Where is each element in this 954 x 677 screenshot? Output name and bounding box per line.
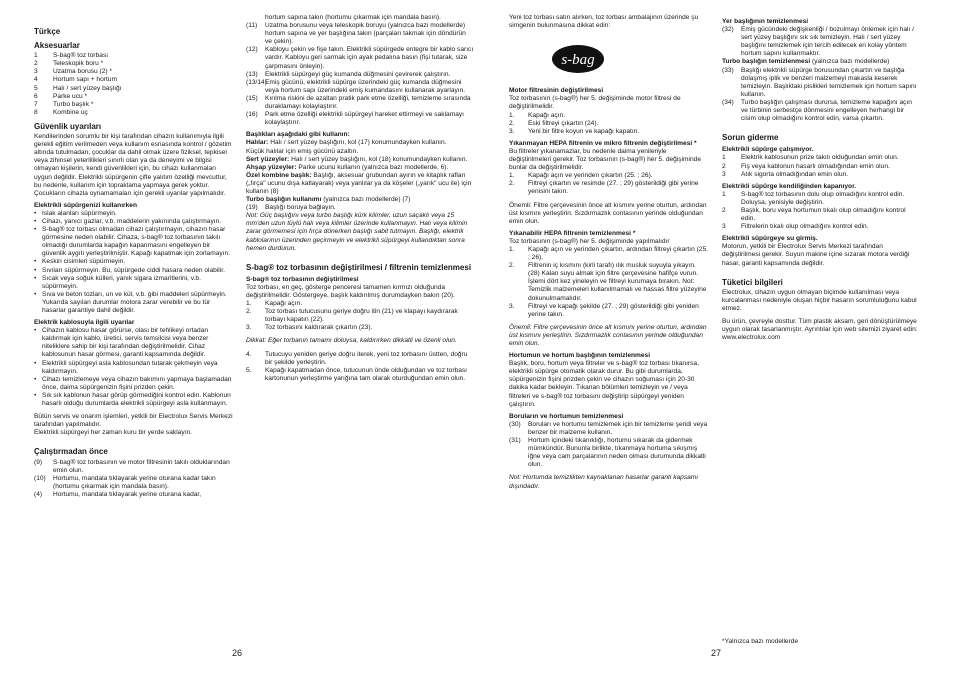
item-text: Filtreyi çıkartın ve resimde (27. ; 29) gösterildiği gibi yerine yenisini takın. — [528, 180, 699, 196]
bullet-icon: • — [34, 290, 37, 298]
note-paragraph: Not: Güç başlığını veya turbo başlığı kürk kilimler, uzun saçaklı veya 15 mm'den uzun tüylü halı veya kilimler üzerinde kullanmayın. Halı veya kilimin zarar görmemesi için fırça dönerken başlığı sabit tutmayın. Başlığı, elektrik kablolarının üzerinden geçirmeyin ve elektrikli süpürgeyi kullandıktan sonra hemen durdurun. — [246, 212, 468, 252]
item-text: Kapağı açın. — [265, 300, 303, 308]
column-3 — [509, 14, 709, 491]
bullet-icon: • — [34, 375, 37, 383]
bullet-item — [34, 376, 234, 392]
spacer — [722, 123, 918, 128]
numbered-item — [34, 76, 234, 84]
item-text: hortum sapına takın (hortumu çıkarmak için mandala basın). — [265, 14, 441, 21]
item-number: (15) — [246, 94, 258, 102]
item-text: Kombine uç — [53, 108, 88, 116]
item-text: Halı / sert yüzey başlığı — [53, 84, 122, 92]
item-text: Kabloyu çekin ve fişe takın. Elektrikli süpürgede entegre bir kablo sarıcı vardır. Kabloyu geri sarmak için ayak pedalına basın (fişi tutarak, size çarpmasını önleyin). — [265, 46, 474, 70]
column-1 — [34, 14, 234, 499]
item-text: Turbo başlık * — [53, 100, 94, 108]
item-text: S-bag® toz torbasının ve motor filtresinin takılı olduklarından emin olun. — [53, 458, 230, 474]
item-number: 3 — [722, 170, 726, 178]
item-text: Cihazı, yanıcı gazlar, v.b. maddelerin yakınında çalıştırmayın. — [42, 217, 222, 225]
page-number-left: 26 — [232, 648, 243, 658]
numbered-item — [34, 109, 234, 117]
item-text: Hortum içindeki tıkanıklığı, hortumu sıkarak da gidermek mümkündür. Bununla birlikte, tıkanmaya hortuma sıkışmış iğne veya cam parçalarının neden olması durumunda dikkatli olun. — [528, 437, 706, 469]
bullet-icon: • — [34, 226, 37, 234]
numbered-item — [722, 99, 918, 123]
item-number: (10) — [34, 474, 46, 482]
note-paragraph: Not: Hortumda temizlikten kaynaklanan hasarlar garanti kapsamı dışındadır. — [509, 474, 699, 490]
numbered-item — [246, 79, 474, 95]
item-number: (30) — [509, 420, 521, 428]
item-text: Tutucuyu yeniden geriye doğru iterek, yeni toz torbasını üstten, doğru bir şekilde yerleştirin. — [265, 350, 468, 366]
item-text: S-bag® toz torbası — [53, 52, 109, 60]
item-number: 2. — [246, 308, 252, 316]
paragraph-text: (yalnızca bazı modellerde) — [810, 58, 890, 66]
subsection-heading: Hortumun ve hortum başlığının temizlenmesi — [509, 352, 651, 360]
numbered-item — [722, 163, 918, 171]
item-text: Başlık, boru veya hortumun tıkalı olup olmadığını kontrol edin. — [741, 206, 906, 223]
item-text: Sıvıları süpürmeyin. Bu, süpürgede ciddi hasara neden olabilir. — [42, 266, 225, 274]
subsection-heading: Yıkanmayan HEPA filtrenin ve mikro filtrenin değiştirilmesi * — [509, 139, 697, 147]
svg-text:s-bag: s-bag — [561, 52, 595, 69]
item-text: Kapağı açın. — [528, 111, 566, 119]
item-number: 1 — [722, 190, 726, 198]
section-heading: Güvenlik uyarıları — [34, 121, 102, 131]
numbered-item — [509, 128, 709, 136]
item-number: 3 — [34, 68, 38, 76]
item-text: Turbo başlığın çalışması durursa, temizleme kapağını açın ve türbinin serbestçe dönmesini engelleyen herhangi bir cisim olup olmadığını kontrol edin, varsa çıkartın. — [741, 98, 912, 123]
numbered-item — [246, 111, 474, 127]
item-number: (33) — [722, 66, 734, 74]
numbered-item — [34, 60, 234, 68]
item-text: Cihazın kablosu hasar görürse, olası bir tehlikeyi ortadan kaldırmak için kablo, üretici, servis temsilcisi veya benzer niteliklere sahip bir kişi tarafından değiştirilmelidir. Cihaz kablosunun hasar görmesi, garanti kapsamında değildir. — [42, 327, 209, 359]
item-text: Parke ucu * — [53, 92, 88, 100]
item-number: 1. — [509, 245, 515, 253]
bullet-icon: • — [34, 258, 37, 266]
bullet-item — [34, 218, 234, 226]
bullet-item — [34, 258, 234, 266]
item-number: 1. — [509, 111, 515, 119]
item-text: Kapağı kapatmadan önce, tutucunun önde olduğundan ve toz torbası kartonunun yerleştirme yarığına tam olarak oturduğundan emin olun. — [265, 366, 467, 382]
item-text: Toz torbası tutucusunu geriye doğru itin (21) ve klapayı kaydırarak torbayı kapatın (22). — [265, 308, 458, 324]
item-text: Sık sık kablonun hasar görüp görmediğini kontrol edin. Kablonun hasarlı olduğu durumlarda elektrikli süpürgeyi asla kullanmayın. — [42, 391, 231, 408]
item-number: (13) — [246, 70, 258, 78]
item-number: (11) — [246, 22, 258, 30]
item-number: 3. — [246, 324, 252, 332]
item-text: Kırılma riskini de azaltan pratik park etme özelliği, temizleme sırasında duraklamayı kolaylaştırır. — [265, 94, 471, 111]
item-number: 3. — [509, 127, 515, 135]
item-text: Filtreyi ve kapağı şekilde (27. ; 29) gösterildiği gibi yeniden yerine takın. — [528, 302, 699, 318]
bullet-item — [34, 392, 234, 408]
item-text: Sıcak veya soğuk külleri, yanık sigara izmaritlerini, v.b. süpürmeyin. — [42, 274, 201, 290]
item-text: Filtrenin iç kısmını (kirli tarafı) ılık musluk suyuyla yıkayın. (28) Kalan suyu almak için filtre çerçevesine hafifçe vurun. İşlemi dört kez yineleyin ve filtreyi kurumaya bırakın. Not: Temizlik malzemeleri kullanılmamalı ve hassas filtre yüzeyine dokunulmamalıdır. — [528, 262, 707, 302]
item-text: Uzatma borusunu veya teleskopik boruyu (yalnızca bazı modellerde) hortum sapına ve yer başlığına takın (parçaları takmak için döndürün ve çekin). — [265, 22, 466, 46]
item-number: 5 — [34, 84, 38, 92]
section-heading: Tüketici bilgileri — [722, 277, 783, 287]
paragraph-label: Halılar: — [246, 139, 269, 147]
paragraph: Electrolux, cihazın uygun olmayan biçimde kullanılması veya kurcalanması nedeniyle oluşan hiçbir hasarın sorumluluğunu kabul etmez. — [722, 288, 917, 312]
bullet-icon: • — [34, 209, 37, 217]
numbered-item — [722, 171, 918, 179]
item-text: Emiş gücünü, elektrikli süpürge üzerindeki güç kumanda düğmesini veya hortum sapı üzerindeki emiş kumandasını kullanarak ayarlayın. — [265, 78, 466, 94]
item-text: Hortum sapı + hortum — [53, 76, 117, 84]
item-number: (32) — [722, 26, 734, 34]
item-number: (9) — [34, 458, 43, 466]
bullet-item — [34, 327, 234, 359]
item-number: 2. — [509, 180, 515, 188]
numbered-item — [509, 303, 709, 319]
paragraph: Elektrikli süpürgeyi her zaman kuru bir yerde saklayın. — [34, 429, 192, 437]
spacer — [722, 268, 918, 273]
item-text: Keskin cisimleri süpürmeyin. — [42, 258, 126, 266]
bullet-item — [34, 291, 234, 315]
paragraph: Toz torbası, en geç, gösterge penceresi tamamen kırmızı olduğunda değiştirilmelidir. Göstergeye, başlık kaldırılmış durumdayken bakın (20). — [246, 283, 455, 299]
subsection-heading: Elektrikli süpürgeye su girmiş. — [722, 235, 818, 243]
item-number: 4 — [34, 76, 38, 84]
numbered-item — [246, 22, 474, 46]
item-number: (13/14) — [246, 78, 267, 86]
bullet-item — [34, 226, 234, 258]
item-text: S-bag® toz torbasının dolu olup olmadığını kontrol edin. Doluysa, yenisiyle değiştirin. — [741, 190, 905, 206]
bullet-icon: • — [34, 266, 37, 274]
labeled-paragraph — [246, 196, 474, 204]
section-heading: Çalıştırmadan önce — [34, 447, 108, 457]
subsection-heading: Elektrik kablosuyla ilgili uyarılar — [34, 319, 135, 327]
item-number: (12) — [246, 46, 258, 54]
footnote: *Yalnızca bazı modellerde — [722, 638, 799, 645]
note-paragraph: Dikkat: Eğer torbanın tamamı doluysa, kaldırırken dikkatli ve özenli olun. — [246, 337, 457, 345]
item-number: (19) — [246, 204, 258, 212]
item-text: Park etme özelliği elektrikli süpürgeyi hareket ettirmeyi ve saklamayı kolaylaştırır. — [265, 111, 464, 127]
item-text: Teleskopik boru * — [53, 60, 104, 68]
bullet-icon: • — [34, 359, 37, 367]
subsection-heading: Elektrikli süpürgenizi kullanırken — [34, 201, 137, 209]
language-title: Türkçe — [34, 27, 61, 36]
paragraph-text: Halı / sert yüzey başlığını, kol (17) konumundayken kullanın. — [268, 139, 447, 147]
item-number: 1. — [246, 300, 252, 308]
numbered-item — [246, 71, 474, 79]
numbered-item — [246, 95, 474, 111]
labeled-paragraph — [246, 164, 474, 172]
labeled-paragraph — [246, 156, 474, 164]
numbered-item — [34, 93, 234, 101]
item-text: Yeni bir filtre koyun ve kapağı kapatın. — [528, 127, 640, 135]
item-number: 2 — [722, 206, 726, 214]
paragraph-label: Sert yüzeyler: — [246, 155, 290, 163]
paragraph: Küçük halılar için emiş gücünü azaltın. — [246, 147, 359, 155]
section-heading: Aksesuarlar — [34, 41, 80, 51]
item-number: 2 — [34, 60, 38, 68]
item-text: Elektrik kablosunun prize takılı olduğundan emin olun. — [741, 154, 899, 162]
numbered-item — [246, 46, 474, 70]
bullet-item — [34, 360, 234, 376]
numbered-item — [722, 223, 918, 231]
item-text: Toz torbasını kaldırarak çıkartın (23). — [265, 324, 373, 332]
item-text: Cihazı temizlemeye veya cihazın bakımını yapmaya başlamadan önce, daima süpürgenizin fişini prizden çekin. — [42, 375, 232, 391]
numbered-item — [34, 459, 234, 475]
logo-container — [509, 30, 709, 83]
subsection-heading: Elektrikli süpürge çalışmıyor. — [722, 146, 814, 154]
numbered-item — [722, 67, 918, 99]
subsection-heading: Motor filtresinin değiştirilmesi — [509, 87, 604, 95]
paragraph: Motorun, yetkili bir Electrolux Servis Merkezi tarafından değiştirilmesi gerekir. Suyun makine içine sızarak motora verdiği hasar, garanti kapsamında değildir. — [722, 243, 910, 267]
note-paragraph: Önemli: Filtre çerçevesinin önce alt kısmını yerine oturtun, ardından üst kısmını yerleştirin. Sızdırmazlık contasının yerinde olduğundan emin olun. — [509, 323, 707, 347]
item-number: 7 — [34, 100, 38, 108]
item-text: Sıva ve beton tozları, un ve kül, v.b. gibi maddeleri süpürmeyin. Yukarıda sayılan durumlar motora zarar verebilir ve bu tür hasarlar garantiye dahil değildir. — [42, 290, 227, 314]
numbered-item — [722, 207, 918, 223]
item-text: Hortumu, mandala tıklayarak yerine oturana kadar, — [53, 490, 202, 498]
item-text: Fiş veya kablonun hasarlı olmadığından emin olun. — [741, 162, 890, 170]
item-number: 4. — [246, 350, 252, 358]
item-number: (16) — [246, 111, 258, 119]
labeled-paragraph — [246, 172, 474, 196]
bullet-item — [34, 275, 234, 291]
paragraph: Bu filtreler yıkanamazlar, bu nedenle daima yenileriyle değiştirilmeleri gerekir. Toz torbasının (s-bag®) her 5. değişiminde bunlar da değiştirilmelidir. — [509, 147, 702, 172]
numbered-item — [246, 324, 474, 332]
numbered-item — [509, 112, 709, 120]
item-number: 1. — [509, 172, 515, 180]
spacer — [246, 253, 474, 258]
item-text: Başlığı elektrikli süpürge borusundan çıkartın ve başlığa dolaşmış iplik ve benzeri malzemeyi makasla keserek temizleyin. Başlıktaki pislikleri temizlemek için hortum sapını kullanın. — [741, 66, 917, 98]
paragraph: Başlık, boru, hortum veya filtreler ve s-bag® toz torbası tıkanırsa, elektrikli süpürge otomatik olarak durur. Bu gibi durumlarda, süpürgenizin fişini prizden çekin ve cihazın soğuması için 20-30 dakika kadar bekleyin. Tıkanan bölümleri temizleyin ve / veya filtreleri ve s-bag® toz torbasını değiştirip süpürgeyi yeniden çalıştırın. — [509, 360, 699, 408]
item-text: Islak alanları süpürmeyin. — [42, 209, 117, 217]
numbered-item — [722, 154, 918, 162]
numbered-item — [509, 120, 709, 128]
paragraph-label: Özel kombine başlık: — [246, 171, 312, 179]
subsection-heading: Yer başlığının temizlenmesi — [722, 18, 809, 25]
numbered-item — [34, 101, 234, 109]
item-number: 8 — [34, 108, 38, 116]
item-number: 1 — [722, 154, 726, 162]
item-text: Kapağı açın ve yerinden çıkartın, ardından filtreyi çıkartın (25. ; 26). — [528, 245, 708, 262]
item-text: Elektrikli süpürgeyi asla kablosundan tutarak çekmeyin veya kaldırmayın. — [42, 359, 218, 375]
labeled-paragraph — [722, 58, 918, 66]
numbered-item — [34, 491, 234, 499]
item-text: Boruları ve hortumu temizlemek için bir temizleme şeridi veya benzer bir malzeme kullanın. — [528, 420, 708, 436]
numbered-item — [509, 262, 709, 302]
paragraph: Yeni toz torbası satın alırken, toz torbası ambalajının üzerinde şu simgenin bulunmasına dikkat edin: — [509, 14, 699, 30]
item-number: 2 — [722, 162, 726, 170]
numbered-item — [246, 204, 474, 212]
numbered-item — [509, 172, 709, 180]
item-text: Hortumu, mandala tıklayarak yerine oturana kadar takın (hortumu çıkarmak için mandala basın). — [53, 474, 216, 490]
bullet-icon: • — [34, 217, 37, 225]
paragraph-text: Parke ucunu kullanın (yalnızca bazı modellerde, 6). — [296, 163, 449, 171]
item-text: Filtrelerin tıkalı olup olmadığını kontrol edin. — [741, 223, 869, 231]
item-text: Eski filtreyi çıkartın (24). — [528, 119, 599, 127]
numbered-item — [34, 475, 234, 491]
numbered-item — [509, 421, 709, 437]
paragraph-text: Halı / sert yüzey başlığını, kol (18) konumundayken kullanın. — [289, 155, 468, 163]
bullet-item — [34, 210, 234, 218]
subsection-heading: Boruların ve hortumun temizlenmesi — [509, 412, 624, 420]
item-number: 3 — [722, 223, 726, 231]
paragraph: Bütün servis ve onarım işlemleri, yetkili bir Electrolux Servis Merkezi tarafından yapılmalıdır. — [34, 413, 233, 429]
item-number: (31) — [509, 437, 521, 445]
subsection-heading: Başlıkları aşağıdaki gibi kullanın: — [246, 131, 350, 139]
s-bag-logo — [551, 44, 605, 74]
column-2 — [246, 14, 474, 383]
item-number: 6 — [34, 92, 38, 100]
numbered-item — [722, 26, 918, 58]
numbered-item — [246, 300, 474, 308]
paragraph-text: (yalnızca bazı modellerde) (7) — [321, 196, 411, 204]
paragraph: Toz torbasının (s-bag®) her 5. değişiminde motor filtresi de değiştirilmelidir. — [509, 95, 681, 111]
column-4 — [722, 14, 918, 342]
bullet-icon: • — [34, 274, 37, 282]
item-number: 2. — [509, 119, 515, 127]
item-text: Uzatma borusu (2) * — [53, 68, 112, 76]
paragraph-text: Başlığı, aksesuar grubundan ayırın ve kitaplık rafları („fırça" ucunu dışa katlayarak) veya yanlılar ya da köşeler („yarık" ucu ile) için kullanın (8) — [246, 171, 472, 195]
item-number: 2. — [509, 262, 515, 270]
item-number: 5. — [246, 366, 252, 374]
item-number: (34) — [722, 98, 734, 106]
paragraph: Bu ürün, çevreyle dosttur. Tüm plastik aksam, geri dönüştürülmeye uygun olarak tasarlanmıştır. Ayrıntılar için web sitemizi ziyaret edin: www.electrolux.com — [722, 318, 918, 342]
bullet-icon: • — [34, 391, 37, 399]
numbered-item — [509, 180, 709, 196]
numbered-item — [34, 85, 234, 93]
item-number — [246, 14, 265, 22]
numbered-item — [246, 351, 474, 367]
paragraph-label: Ahşap yüzeyler: — [246, 163, 297, 171]
numbered-item — [34, 68, 234, 76]
bullet-icon: • — [34, 327, 37, 335]
item-text: S-bag® toz torbası olmadan cihazı çalıştırmayın, cihazın hasar görmesine neden olabilir. Cihaza, s-bag® toz torbasının takılı olmadığı durumlarda kapağın kapanmasını engelleyen bir güvenlik aygıtı yerleştirilmiştir. Kapağı kapatmak için zorlamayın. — [42, 226, 230, 258]
numbered-item — [34, 52, 234, 60]
item-number: (4) — [34, 490, 43, 498]
item-text: Elektrikli süpürgeyi güç kumanda düğmesini çevirerek çalıştırın. — [265, 70, 451, 78]
subsection-heading: S-bag® toz torbasının değiştirilmesi — [246, 275, 359, 283]
subsection-heading: Yıkanabilir HEPA filtrenin temizlenmesi * — [509, 229, 636, 237]
paragraph: Kendilerinden sorumlu bir kişi tarafından cihazın kullanımıyla ilgili gerekli eğitim verilmeden veya kullanım esnasında kontrol / gözetim altında tutulmadan, çocuklar da dahil olmak üzere fiziksel, tepkisel veya zihinsel yeterlilikleri sınırlı olan ya da deneyimi ve bilgisi olmayan kişilerin, kendi güvenlikleri için, bu cihazı kullanmaları uygun değildir. Elektrikli süpürgenin çifte yalıtım özelliği mevcuttur, bu nedenle, kullanım için topraklama yapmaya gerek yoktur. Çocukların cihazla oynamamaları için gerekli uyarılar yapılmalıdır. — [34, 133, 232, 197]
numbered-item — [509, 246, 709, 262]
paragraph: Toz torbasının (s-bag®) her 5. değişiminde yapılmalıdır — [509, 237, 670, 245]
item-text: Başlığı boruya bağlayın. — [265, 204, 336, 212]
labeled-paragraph — [246, 139, 474, 147]
bullet-item — [34, 267, 234, 275]
numbered-item — [509, 437, 709, 469]
section-heading: Sorun giderme — [722, 133, 779, 143]
paragraph-label: Turbo başlığın kullanımı — [246, 196, 322, 204]
item-text: Atık sigorta olmadığından emin olun. — [741, 170, 849, 178]
paragraph: Önemli: Filtre çerçevesinin önce alt kısmını yerine oturtun, ardından üst kısmını yerleştirin. Sızdırmazlık contasının yerinde olduğundan emin olun. — [509, 201, 707, 225]
numbered-item — [246, 367, 474, 383]
numbered-item — [246, 308, 474, 324]
item-number: 3. — [509, 302, 515, 310]
item-text: Emiş gücündeki değişkenliği / bozulmayı önlemek için halı / sert yüzey başlığını sık sık temizleyin. Halı / sert yüzey başlığını temizlemek için tercih edilecek en kolay yöntem hortum sapını kullanmaktır. — [741, 26, 914, 58]
page-number-right: 27 — [711, 648, 722, 658]
numbered-item — [246, 14, 474, 22]
spacer — [34, 437, 234, 442]
paragraph-label: Turbo başlığın temizlenmesi — [722, 58, 811, 66]
item-text: Kapağı açın ve yerinden çıkartın (25. ; 26). — [528, 172, 653, 180]
numbered-item — [722, 191, 918, 207]
subsection-heading: Elektrikli süpürge kendiliğinden kapanıyor. — [722, 182, 857, 190]
item-number: 1 — [34, 52, 38, 60]
section-heading: S-bag® toz torbasının değiştirilmesi / filtrenin temizlenmesi — [246, 262, 472, 272]
